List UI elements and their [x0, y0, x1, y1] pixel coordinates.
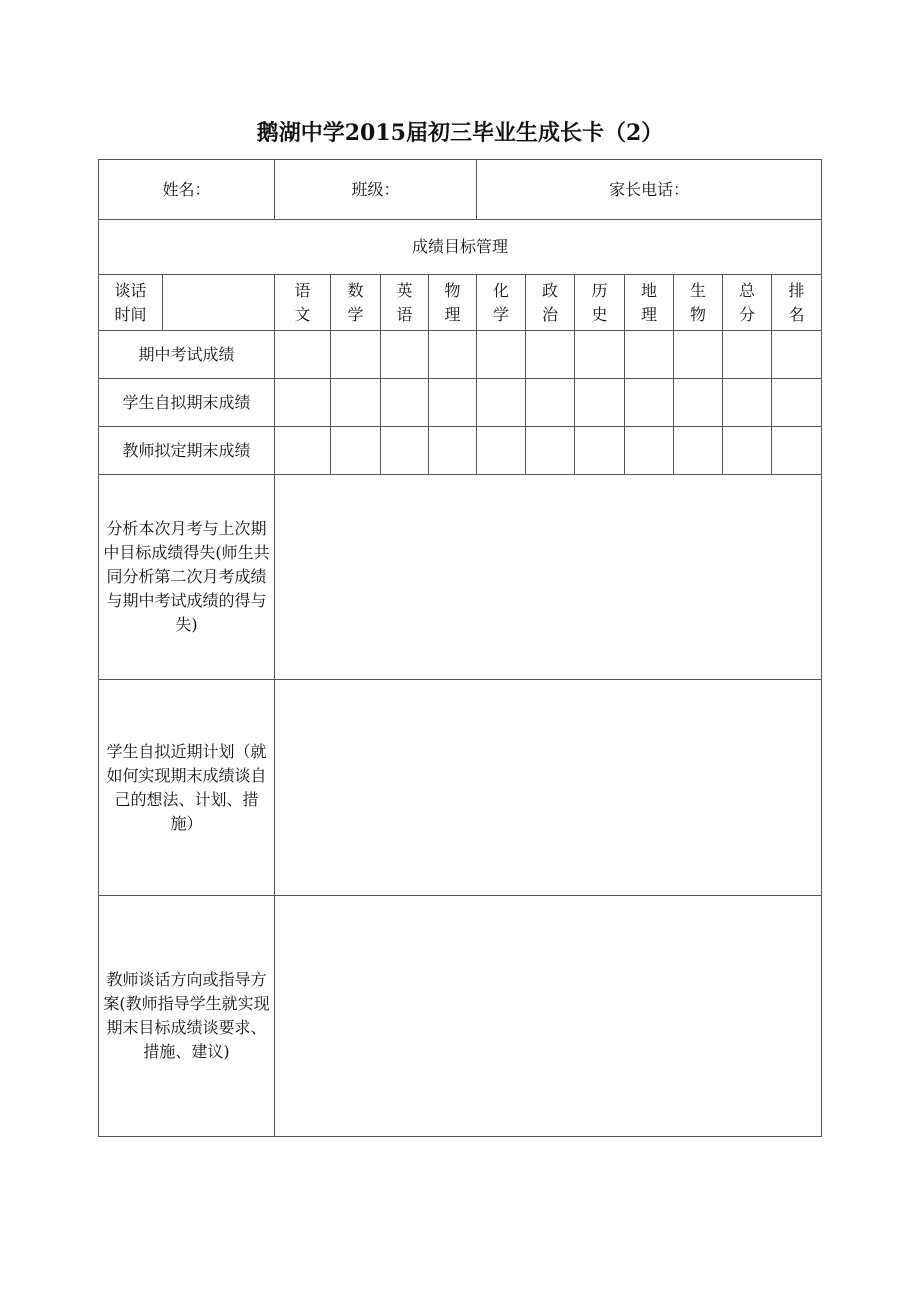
subject-header-cell — [477, 275, 526, 331]
score-row — [99, 331, 822, 379]
subject-label: 地理 — [641, 280, 658, 324]
score-cell[interactable] — [526, 427, 575, 475]
name-field[interactable] — [99, 160, 275, 220]
score-cell[interactable] — [429, 379, 477, 427]
score-cell[interactable] — [575, 427, 625, 475]
score-cell[interactable] — [477, 379, 526, 427]
score-cell[interactable] — [331, 331, 381, 379]
section-title: 成绩目标管理 — [99, 220, 822, 275]
student-plan-label-cell — [99, 680, 275, 896]
score-row-label: 教师拟定期末成绩 — [99, 427, 275, 475]
score-cell[interactable] — [275, 331, 331, 379]
subject-label: 排名 — [788, 280, 805, 324]
student-plan-label: 学生自拟近期计划（就如何实现期末成绩谈自己的想法、计划、措施） — [106, 741, 267, 833]
score-cell[interactable] — [331, 379, 381, 427]
score-cell[interactable] — [381, 427, 429, 475]
section-title-row — [99, 220, 822, 275]
score-cell[interactable] — [331, 427, 381, 475]
subject-label: 化学 — [493, 280, 510, 324]
analysis-field[interactable] — [275, 475, 822, 680]
score-cell[interactable] — [575, 331, 625, 379]
score-cell[interactable] — [275, 379, 331, 427]
subject-header-cell — [331, 275, 381, 331]
subject-label: 数学 — [347, 280, 364, 324]
teacher-guidance-row — [99, 896, 822, 1137]
score-row-label: 期中考试成绩 — [99, 331, 275, 379]
subject-header-cell — [526, 275, 575, 331]
subject-header-cell — [772, 275, 822, 331]
score-cell[interactable] — [772, 331, 822, 379]
score-cell[interactable] — [625, 427, 674, 475]
subject-header-cell — [381, 275, 429, 331]
parent-phone-field[interactable] — [477, 160, 822, 220]
score-cell[interactable] — [674, 427, 723, 475]
subject-label: 英语 — [396, 280, 413, 324]
score-cell[interactable] — [381, 379, 429, 427]
score-cell[interactable] — [381, 331, 429, 379]
score-cell[interactable] — [772, 379, 822, 427]
score-cell[interactable] — [526, 331, 575, 379]
score-cell[interactable] — [526, 379, 575, 427]
parent-phone-label: 家长电话： — [609, 179, 690, 199]
score-cell[interactable] — [723, 427, 772, 475]
subject-header-cell — [275, 275, 331, 331]
subject-label: 历史 — [591, 280, 608, 324]
subject-header-row — [99, 275, 822, 331]
score-cell[interactable] — [275, 427, 331, 475]
subject-label: 总分 — [739, 280, 756, 324]
score-row — [99, 427, 822, 475]
subject-label: 政治 — [542, 280, 559, 324]
score-cell[interactable] — [477, 427, 526, 475]
name-label: 姓名： — [162, 179, 211, 199]
class-label: 班级： — [351, 179, 400, 199]
subject-header-cell — [625, 275, 674, 331]
score-cell[interactable] — [477, 331, 526, 379]
score-cell[interactable] — [625, 331, 674, 379]
score-cell[interactable] — [723, 379, 772, 427]
teacher-guidance-field[interactable] — [275, 896, 822, 1137]
class-field[interactable] — [275, 160, 477, 220]
subject-label: 生物 — [690, 280, 707, 324]
subject-header-cell — [674, 275, 723, 331]
subject-header-cell — [575, 275, 625, 331]
score-row — [99, 379, 822, 427]
score-cell[interactable] — [625, 379, 674, 427]
score-cell[interactable] — [575, 379, 625, 427]
talk-time-label: 谈话时间 — [114, 280, 147, 324]
score-cell[interactable] — [772, 427, 822, 475]
subject-label: 物理 — [444, 280, 461, 324]
analysis-label: 分析本次月考与上次期中目标成绩得失(师生共同分析第二次月考成绩与期中考试成绩的得与失) — [103, 519, 270, 634]
teacher-guidance-label-cell — [99, 896, 275, 1137]
score-cell[interactable] — [723, 331, 772, 379]
header-row — [99, 160, 822, 220]
score-cell[interactable] — [429, 331, 477, 379]
talk-time-field[interactable] — [163, 275, 275, 331]
analysis-label-cell — [99, 475, 275, 680]
student-plan-row — [99, 680, 822, 896]
subject-header-cell — [429, 275, 477, 331]
score-cell[interactable] — [429, 427, 477, 475]
score-cell[interactable] — [674, 379, 723, 427]
score-row-label: 学生自拟期末成绩 — [99, 379, 275, 427]
analysis-row — [99, 475, 822, 680]
student-plan-field[interactable] — [275, 680, 822, 896]
score-cell[interactable] — [674, 331, 723, 379]
teacher-guidance-label: 教师谈话方向或指导方案(教师指导学生就实现期末目标成绩谈要求、措施、建议) — [103, 970, 270, 1061]
growth-card-table — [98, 159, 822, 1137]
subject-label: 语文 — [294, 280, 311, 324]
subject-header-cell — [723, 275, 772, 331]
talk-time-label-cell — [99, 275, 163, 331]
page-title: 鹅湖中学2015届初三毕业生成长卡（2） — [256, 120, 664, 146]
